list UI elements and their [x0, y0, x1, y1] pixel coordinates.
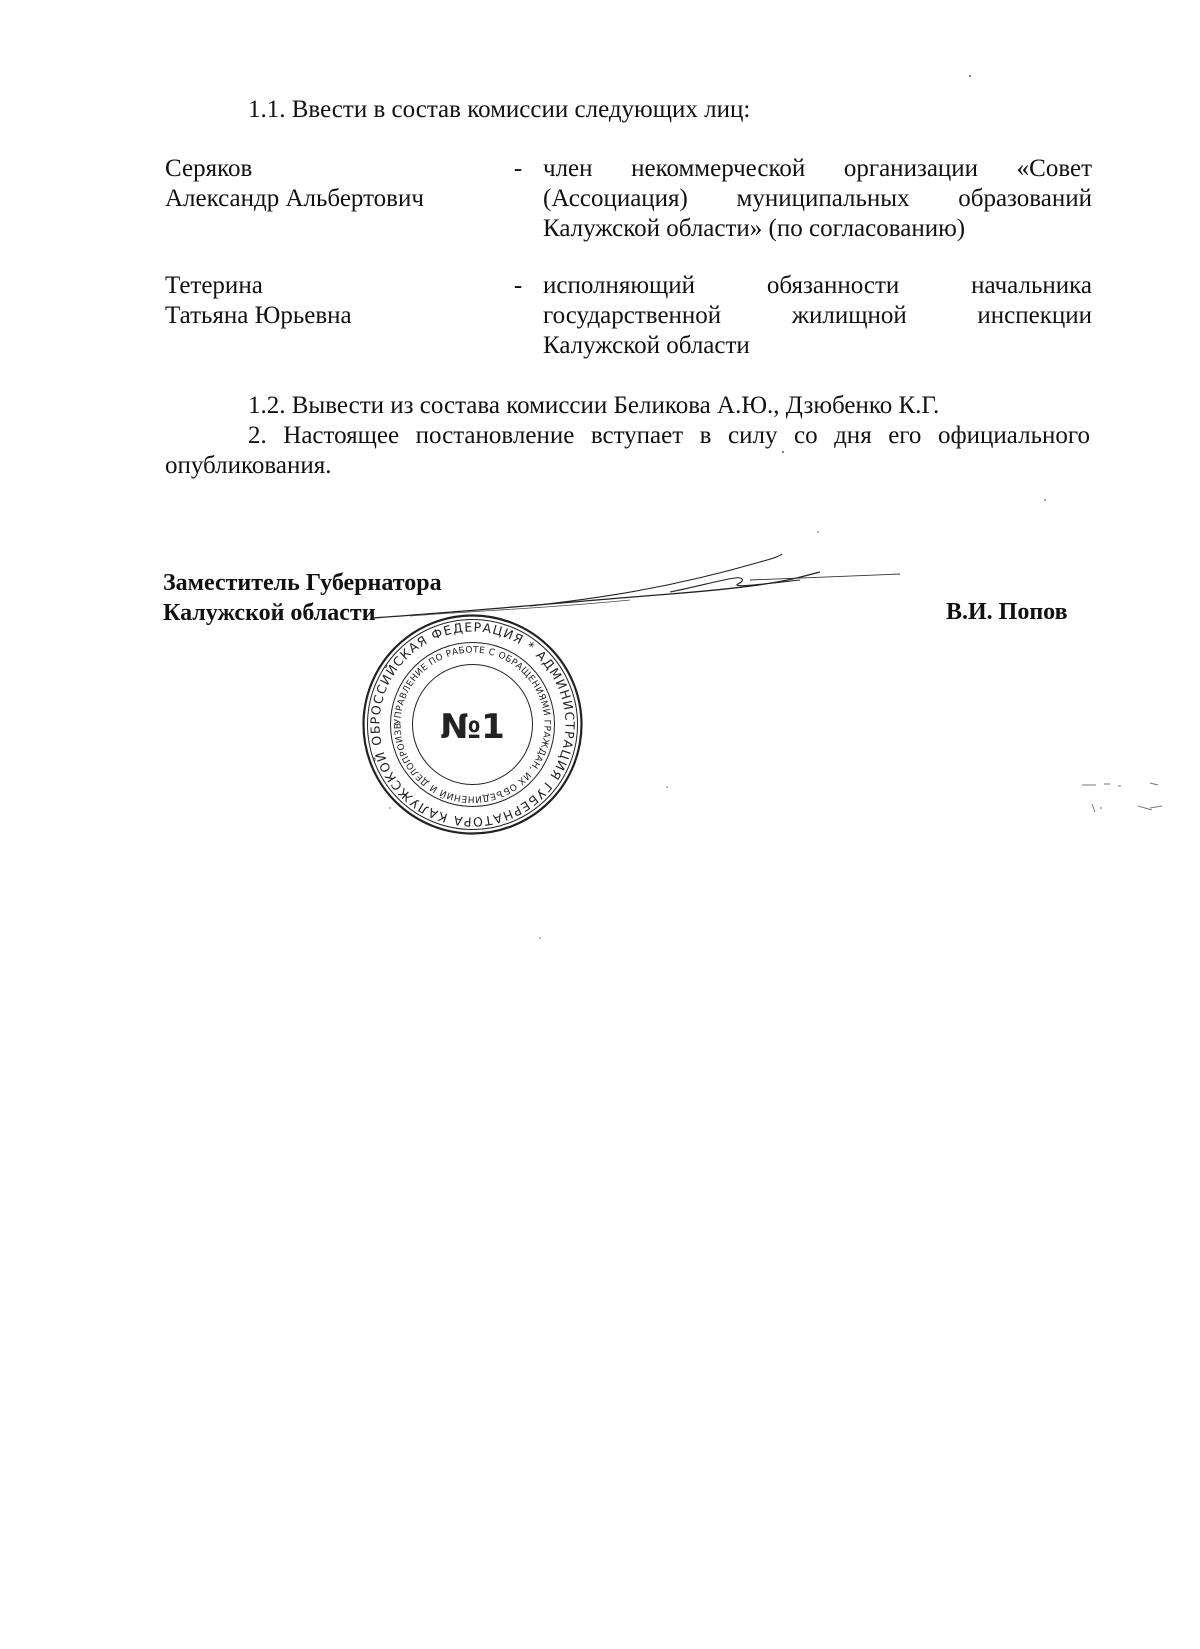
- stamp-center-number: №1: [440, 707, 505, 747]
- signatory-name: В.И. Попов: [946, 599, 1068, 625]
- clause-2-line: опубликования.: [165, 452, 332, 479]
- member-role-line: исполняющий обязанности начальника: [543, 272, 1092, 299]
- member-name: [165, 154, 505, 214]
- member-role-line: Калужской области» (по согласованию): [543, 215, 966, 242]
- signatory-title-line: Заместитель Губернатора: [163, 570, 442, 596]
- member-role-line: член некоммерческой организации «Совет: [543, 155, 1092, 182]
- clause-1-1: 1.1. Ввести в состав комиссии следующих лиц:: [248, 96, 751, 123]
- member-given-names: Александр Альбертович: [165, 185, 424, 212]
- stamp-outer-text: РОССИЙСКАЯ ФЕДЕРАЦИЯ * АДМИНИСТРАЦИЯ ГУБЕРНАТОРА КАЛУЖСКОЙ ОБ: [367, 619, 578, 830]
- official-stamp: [360, 612, 585, 837]
- member-role-line: (Ассоциация) муниципальных образований: [543, 185, 1092, 212]
- signatory-title-line: Калужской области: [163, 600, 376, 626]
- clause-2-line: 2. Настоящее постановление вступает в силу со дня его официального: [248, 422, 1090, 449]
- member-surname: Тетерина: [165, 272, 263, 299]
- member-role: [543, 271, 1092, 361]
- member-role-line: государственной жилищной инспекции: [543, 302, 1092, 329]
- member-surname: Серяков: [165, 155, 253, 182]
- member-name: [165, 271, 505, 331]
- clause-1-2: 1.2. Вывести из состава комиссии Беликова А.Ю., Дзюбенко К.Г.: [248, 392, 940, 419]
- member-given-names: Татьяна Юрьевна: [165, 302, 352, 329]
- clause-2: [165, 421, 1090, 481]
- member-dash: -: [513, 272, 523, 299]
- member-role-line: Калужской области: [543, 332, 750, 359]
- member-role: [543, 154, 1092, 244]
- member-dash: -: [513, 155, 523, 182]
- stamp-inner-text: УПРАВЛЕНИЕ ПО РАБОТЕ С ОБРАЩЕНИЯМИ ГРАЖДАН, ИХ ОБЪЕДИНЕНИЙ И ДЕЛОПРОИЗВ: [393, 645, 552, 804]
